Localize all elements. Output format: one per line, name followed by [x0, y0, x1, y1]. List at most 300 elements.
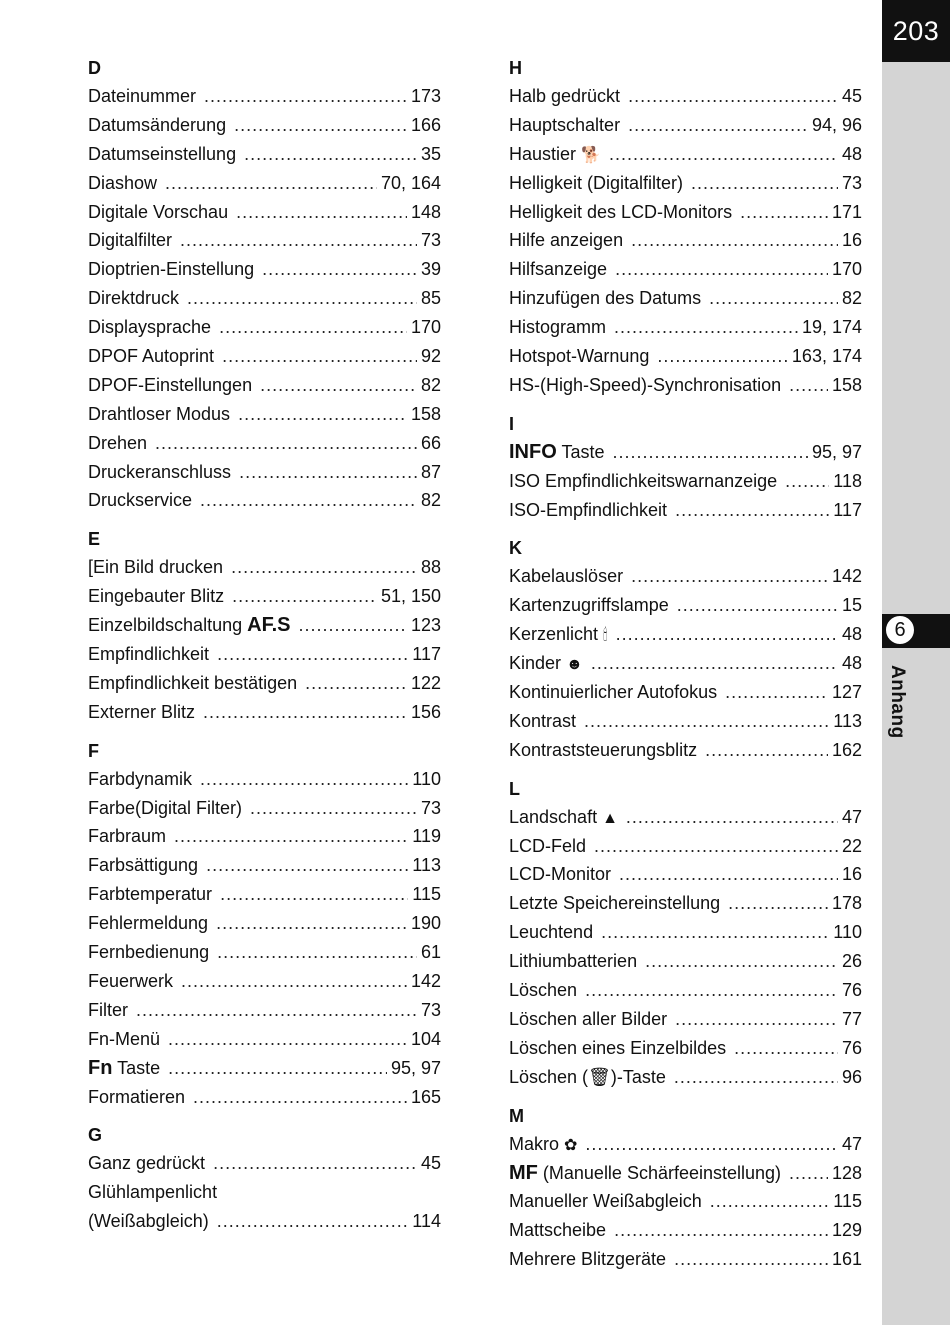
dot-leader: [250, 794, 417, 823]
index-term-text: Farbsättigung: [88, 855, 199, 876]
dot-leader: [200, 765, 408, 794]
page-reference: 82: [420, 490, 441, 511]
page-reference: 48: [841, 624, 862, 645]
index-term-text: Kontinuierlicher Autofokus: [509, 682, 718, 703]
index-term: [509, 918, 593, 947]
index-term: [509, 438, 605, 467]
dot-leader: [222, 342, 417, 371]
page-reference: 163, 174: [791, 346, 862, 367]
index-term-text: Digitale Vorschau: [88, 201, 229, 222]
index-term-text: Drahtloser Modus: [88, 403, 231, 424]
page-reference: 119: [412, 826, 441, 847]
index-term-text: LCD-Monitor: [509, 864, 612, 885]
index-term: [88, 794, 242, 823]
index-letter-heading: K: [509, 538, 522, 559]
index-letter-heading: F: [88, 740, 99, 761]
index-entry: [509, 1245, 862, 1274]
page-reference: 73: [420, 999, 441, 1020]
index-term: [509, 649, 583, 680]
index-term: [509, 226, 623, 255]
index-entry: [509, 947, 862, 976]
index-entry: [88, 765, 441, 794]
dot-leader: [165, 169, 377, 198]
index-entry: [509, 562, 862, 591]
index-term: [88, 880, 212, 909]
index-term: [509, 140, 601, 171]
page-reference: 115: [412, 884, 441, 905]
page-reference: 47: [841, 1133, 862, 1154]
index-term-text: Fehlermeldung: [88, 913, 209, 934]
index-term: [509, 1130, 577, 1161]
index-term-text: Löschen: [509, 980, 578, 1001]
dot-leader: [244, 140, 417, 169]
page-reference: 117: [412, 644, 441, 665]
page-reference: 22: [841, 835, 862, 856]
dot-leader: [631, 562, 828, 591]
index-term: [509, 82, 620, 111]
page-reference: 94, 96: [811, 114, 862, 135]
page-reference: 113: [833, 710, 862, 731]
page-reference: 96: [841, 1066, 862, 1087]
index-term: [88, 111, 226, 140]
index-entry: [88, 1207, 441, 1236]
index-term: [509, 1159, 781, 1188]
index-term: [88, 284, 179, 313]
index-term: [88, 938, 209, 967]
index-term-text: Manueller Weißabgleich: [509, 1191, 702, 1212]
index-term-text: Formatieren: [88, 1086, 186, 1107]
index-letter-heading: G: [88, 1125, 103, 1146]
index-term: [509, 620, 608, 651]
index-term-text: Dateinummer: [88, 86, 197, 106]
dot-leader: [217, 938, 417, 967]
page-reference: 128: [831, 1162, 862, 1183]
index-entry: [509, 467, 862, 496]
index-term-text: Löschen (🗑)-Taste: [509, 1066, 666, 1087]
page-reference: 77: [841, 1008, 862, 1029]
index-entry: [88, 640, 441, 669]
page-reference: 113: [412, 855, 441, 876]
index-term: [509, 1063, 666, 1092]
key-symbol: MF: [509, 1161, 538, 1184]
page-reference: 76: [841, 980, 862, 1001]
index-entry: [509, 1034, 862, 1063]
mode-symbol: AF.S: [247, 614, 291, 637]
index-term: [88, 226, 172, 255]
index-term-text: Ganz gedrückt: [88, 1153, 206, 1174]
page-reference: 158: [410, 403, 441, 424]
index-entry: [509, 169, 862, 198]
index-entry: [509, 860, 862, 889]
index-term-text: HS-(High-Speed)-Synchronisation: [509, 374, 782, 395]
index-term: [88, 640, 209, 669]
dot-leader: [619, 860, 838, 889]
dot-leader: [675, 1005, 838, 1034]
dot-leader: [591, 649, 838, 678]
index-entry: [88, 851, 441, 880]
dot-leader: [709, 284, 838, 313]
page-reference: 76: [841, 1037, 862, 1058]
page-reference: 45: [420, 1153, 441, 1174]
index-entry: [509, 736, 862, 765]
index-term: [509, 169, 683, 198]
index-term-text: Digitalfilter: [88, 230, 173, 251]
index-term: [88, 967, 173, 996]
index-term-text: Haustier: [509, 143, 577, 164]
page-reference: 95, 97: [811, 441, 862, 462]
dot-leader: [628, 111, 808, 140]
dot-leader: [691, 169, 838, 198]
index-letter-heading: D: [88, 58, 101, 78]
page-reference: 142: [410, 970, 441, 991]
dot-leader: [231, 553, 417, 582]
index-term-text: Lithiumbatterien: [509, 951, 638, 972]
page-reference: 73: [420, 230, 441, 251]
index-term-text: Helligkeit (Digitalfilter): [509, 172, 684, 193]
index-entry: [88, 486, 441, 515]
dot-leader: [239, 458, 417, 487]
index-letter-heading: I: [509, 413, 515, 434]
index-term-text: Farbtemperatur: [88, 884, 213, 905]
index-entry: [88, 822, 441, 851]
dot-leader: [789, 1159, 828, 1188]
index-entry: [509, 591, 862, 620]
index-term-text: Drehen: [88, 432, 148, 453]
page-reference: 148: [410, 201, 441, 222]
dot-leader: [584, 707, 829, 736]
index-term: [88, 909, 208, 938]
index-term: [509, 467, 777, 496]
page-reference: 45: [841, 86, 862, 106]
index-term: [509, 255, 607, 284]
page-reference: 190: [410, 913, 441, 934]
page-reference: 88: [420, 557, 441, 578]
index-entry: [509, 976, 862, 1005]
index-term-text: Makro: [509, 1133, 560, 1154]
index-term-text: Halb gedrückt: [509, 86, 621, 106]
index-entry: [509, 1005, 862, 1034]
index-term-text: Taste: [561, 441, 605, 462]
page-reference: 85: [420, 288, 441, 309]
dot-leader: [180, 226, 417, 255]
index-entry: [88, 1054, 441, 1083]
page-reference: 118: [833, 470, 862, 491]
dot-leader: [628, 82, 838, 111]
index-term-text: Druckservice: [88, 490, 193, 511]
index-term: [88, 255, 254, 284]
index-term-text: Hinzufügen des Datums: [509, 288, 702, 309]
page-reference: 156: [410, 701, 441, 722]
index-term: [88, 140, 236, 169]
page-reference: 48: [841, 143, 862, 164]
index-entry: [88, 582, 441, 611]
page-reference: 26: [841, 951, 862, 972]
dot-leader: [740, 198, 828, 227]
index-term: [88, 996, 128, 1025]
index-entry: [509, 678, 862, 707]
index-term-text: Hauptschalter: [509, 114, 621, 135]
dot-leader: [615, 255, 828, 284]
index-entry: [88, 82, 441, 111]
index-term-text: ISO-Empfindlichkeit: [509, 499, 668, 520]
page-reference: 35: [420, 143, 441, 164]
index-term-text: Fernbedienung: [88, 942, 210, 963]
dot-leader: [181, 967, 407, 996]
index-term: [509, 496, 667, 525]
index-entry: [88, 553, 441, 582]
dot-leader: [734, 1034, 838, 1063]
chapter-sidebar: [882, 0, 950, 1325]
index-entry: [88, 198, 441, 227]
index-term: [509, 313, 606, 342]
dot-leader: [155, 429, 417, 458]
index-entry: [509, 649, 862, 678]
index-entry: [509, 111, 862, 140]
page-reference: 39: [420, 259, 441, 280]
index-term: [509, 371, 781, 400]
index-column-right: [509, 54, 862, 1274]
page-reference: 115: [833, 1191, 862, 1212]
page-number: 203: [882, 0, 950, 62]
index-term-text: Mehrere Blitzgeräte: [509, 1249, 667, 1270]
index-term-text: Kinder: [509, 653, 562, 674]
index-term: [88, 582, 224, 611]
index-entry: [88, 1178, 441, 1207]
dot-leader: [677, 591, 838, 620]
index-term: [509, 803, 618, 834]
dot-leader: [174, 822, 408, 851]
index-term-text: Diashow: [88, 172, 158, 193]
index-entry: [509, 889, 862, 918]
dot-leader: [609, 140, 838, 169]
page-reference: 110: [833, 922, 862, 943]
dot-leader: [705, 736, 828, 765]
index-entry: [88, 1149, 441, 1178]
index-entry: [509, 371, 862, 400]
index-entry: [88, 698, 441, 727]
index-entry: [88, 909, 441, 938]
dot-leader: [657, 342, 788, 371]
chapter-label: Anhang: [887, 665, 908, 739]
dot-leader: [168, 1025, 407, 1054]
index-entry: [509, 803, 862, 832]
dot-leader: [789, 371, 828, 400]
dot-leader: [616, 620, 838, 649]
index-term: [509, 832, 586, 861]
index-term: [88, 1178, 217, 1207]
index-term: [88, 458, 231, 487]
dot-leader: [614, 1216, 828, 1245]
index-entry: [509, 438, 862, 467]
dot-leader: [260, 371, 417, 400]
index-term: [509, 678, 717, 707]
index-entry: [509, 226, 862, 255]
page-reference: 170: [831, 259, 862, 280]
page-reference: 66: [420, 432, 441, 453]
index-term: [509, 562, 623, 591]
index-entry: [88, 429, 441, 458]
dot-leader: [594, 832, 838, 861]
page-reference: 162: [831, 739, 862, 760]
index-entry: [88, 1025, 441, 1054]
page-reference: 114: [412, 1211, 441, 1232]
index-term-text: DPOF-Einstellungen: [88, 374, 253, 395]
index-entry: [88, 996, 441, 1025]
index-term: [88, 371, 252, 400]
page-reference: 129: [831, 1220, 862, 1241]
page-reference: 171: [831, 201, 862, 222]
dot-leader: [234, 111, 407, 140]
index-term-text: Dioptrien-Einstellung: [88, 259, 255, 280]
index-term: [509, 889, 720, 918]
index-term: [509, 342, 649, 371]
index-term-text: Druckeranschluss: [88, 461, 232, 482]
index-term: [88, 553, 223, 582]
index-entry: [509, 313, 862, 342]
index-entry: [509, 1187, 862, 1216]
index-term-text: Kabelauslöser: [509, 566, 624, 587]
index-term: [88, 669, 297, 698]
page-reference: 82: [420, 374, 441, 395]
index-term: [509, 976, 577, 1005]
page-reference: 166: [410, 114, 441, 135]
index-entry: [509, 140, 862, 169]
landscape-mode-icon: ▲: [602, 809, 618, 827]
index-term-text: Datumsänderung: [88, 114, 227, 135]
index-term: [88, 698, 195, 727]
dot-leader: [136, 996, 417, 1025]
dot-leader: [601, 918, 829, 947]
index-term-text: Hilfsanzeige: [509, 259, 608, 280]
page-reference: 47: [841, 806, 862, 827]
dot-leader: [674, 1063, 838, 1092]
index-term-text: Farbraum: [88, 826, 167, 847]
page-reference: 61: [420, 942, 441, 963]
index-term-text: Glühlampenlicht: [88, 1182, 218, 1203]
index-term: [509, 284, 701, 313]
index-entry: [88, 938, 441, 967]
index-term-text: Direktdruck: [88, 288, 180, 309]
index-term-text: DPOF Autoprint: [88, 346, 215, 367]
index-entry: [88, 169, 441, 198]
index-term: [88, 400, 230, 429]
index-entry: [88, 255, 441, 284]
index-term: [88, 611, 290, 640]
index-term-text: Kerzenlicht: [509, 624, 599, 645]
dot-leader: [217, 1207, 409, 1236]
index-term-text: Einzelbildschaltung: [88, 615, 243, 636]
index-entry: [88, 794, 441, 823]
page-reference: 161: [831, 1249, 862, 1270]
index-term-text: Löschen aller Bilder: [509, 1008, 668, 1029]
page-reference: 127: [831, 682, 862, 703]
dot-leader: [626, 803, 838, 832]
index-term-text: [Ein Bild drucken: [88, 557, 224, 578]
dot-leader: [645, 947, 838, 976]
macro-mode-icon: ✿: [564, 1136, 578, 1154]
index-entry: [88, 967, 441, 996]
index-entry: [509, 496, 862, 525]
index-term-text: Helligkeit des LCD-Monitors: [509, 201, 733, 222]
index-term-text: ISO Empfindlichkeitswarnanzeige: [509, 470, 778, 491]
index-term-text: Kartenzugriffslampe: [509, 595, 669, 616]
index-entry: [509, 918, 862, 947]
page-reference: 19, 174: [801, 317, 862, 338]
index-term: [509, 947, 637, 976]
index-term: [88, 82, 196, 111]
dot-leader: [674, 1245, 828, 1274]
dot-leader: [168, 1054, 387, 1083]
index-term-text: Taste: [117, 1057, 161, 1078]
index-entry: [88, 458, 441, 487]
index-term-text: Löschen eines Einzelbildes: [509, 1037, 727, 1058]
index-entry: [88, 226, 441, 255]
page-reference: 142: [831, 566, 862, 587]
page-reference: 73: [420, 797, 441, 818]
page-reference: 95, 97: [390, 1057, 441, 1078]
index-term-text: Leuchtend: [509, 922, 594, 943]
index-entry: [88, 400, 441, 429]
index-term: [88, 1149, 205, 1178]
index-term-text: Filter: [88, 999, 128, 1020]
dot-leader: [298, 611, 406, 640]
index-term: [88, 765, 192, 794]
page-reference: 110: [412, 768, 441, 789]
page-reference: 122: [410, 672, 441, 693]
page-reference: 170: [410, 317, 441, 338]
key-symbol: Fn: [88, 1056, 113, 1079]
index-entry: [88, 1083, 441, 1112]
index-term-text: Hilfe anzeigen: [509, 230, 624, 251]
dot-leader: [219, 313, 407, 342]
index-term-text: Mattscheibe: [509, 1220, 607, 1241]
index-term-text: Kontraststeuerungsblitz: [509, 739, 698, 760]
index-term: [509, 1187, 702, 1216]
index-term: [509, 1034, 726, 1063]
dot-leader: [585, 976, 838, 1005]
page-reference: 15: [841, 595, 862, 616]
page-reference: 87: [420, 461, 441, 482]
index-entry: [88, 342, 441, 371]
index-term-text: Histogramm: [509, 317, 607, 338]
index-term-text: Farbe(Digital Filter): [88, 797, 243, 818]
dot-leader: [213, 1149, 417, 1178]
dot-leader: [614, 313, 798, 342]
page-reference: 104: [410, 1028, 441, 1049]
index-entry: [509, 284, 862, 313]
index-entry: [509, 1159, 862, 1188]
dot-leader: [728, 889, 828, 918]
page-reference: 73: [841, 172, 862, 193]
index-term: [88, 1054, 160, 1083]
dot-leader: [305, 669, 407, 698]
index-term-text: (Manuelle Schärfeeinstellung): [542, 1162, 782, 1183]
index-entry: [509, 342, 862, 371]
index-term: [88, 1025, 160, 1054]
index-term: [88, 486, 192, 515]
dot-leader: [217, 640, 408, 669]
page-reference: 48: [841, 653, 862, 674]
index-entry: [88, 313, 441, 342]
pet-mode-icon: 🐕: [581, 146, 601, 164]
index-term: [509, 707, 576, 736]
index-letter-heading: E: [88, 529, 101, 550]
dot-leader: [631, 226, 838, 255]
index-entry: [88, 611, 441, 640]
candlelight-mode-icon: 🕯: [603, 627, 608, 645]
page-reference: 70, 164: [380, 172, 441, 193]
index-term: [88, 1083, 185, 1112]
